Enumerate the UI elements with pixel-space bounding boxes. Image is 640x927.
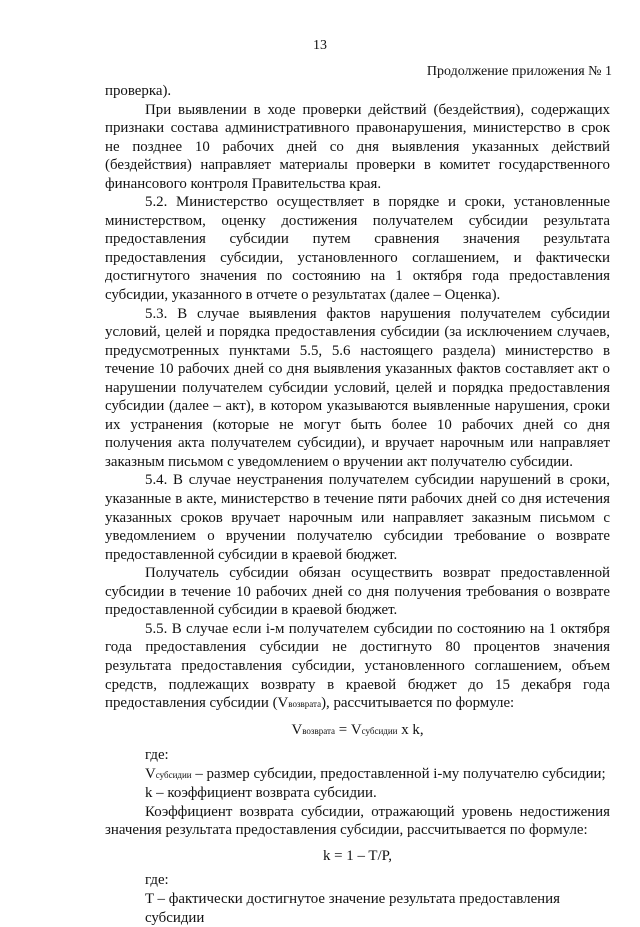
definition-t: T – фактически достигнутое значение результата предоставления субсидии bbox=[145, 890, 560, 926]
definition-k: k – коэффициент возврата субсидии. bbox=[145, 785, 377, 802]
formula-v-return-subscript: возврата bbox=[302, 725, 336, 736]
definition-v-subscript: субсидии bbox=[155, 769, 192, 780]
paragraph-5-4: 5.4. В случае неустранения получателем субсидии нарушений в сроки, указанные в акте, министерство в течение пяти рабочих дней со дня истечения указанных сроков вручает нарочным или направляет заказным письмом с уведомлением о вручении получателю субсидии требование о возврате предоставленной субсидии в краевой бюджет. bbox=[105, 472, 610, 563]
formula-return-volume bbox=[105, 721, 610, 741]
formula-times-k: x k, bbox=[397, 721, 424, 738]
formula-equals-v: = V bbox=[335, 721, 362, 738]
paragraph-return-obligation: Получатель субсидии обязан осуществить возврат предоставленной субсидии в течение 10 рабочих дней со дня получения требования о возврате предоставленной субсидии в краевой бюджет. bbox=[105, 565, 610, 619]
definition-v-symbol: V bbox=[145, 765, 156, 782]
paragraph-violation-detection: При выявлении в ходе проверки действий (бездействия), содержащих признаки состава административного правонарушения, министерство в срок не позднее 10 рабочих дней со дня выявления указанных действий (бездействия) направляет материалы проверки в комитет государственного финансового контроля Правительства края. bbox=[105, 101, 610, 192]
formula-v-subsidy-subscript: субсидии bbox=[361, 725, 398, 736]
paragraph-5-5-subscript: возврата bbox=[288, 699, 322, 710]
paragraph-5-5 bbox=[105, 620, 610, 714]
page-number: 13 bbox=[313, 38, 327, 53]
where-label-2: где: bbox=[145, 872, 169, 889]
formula-v-symbol: V bbox=[291, 721, 303, 738]
paragraph-5-5-text: 5.5. В случае если i-м получателем субсидии по состоянию на 1 октября года предоставления субсидии не достигнуто 80 процентов значения результата предоставления субсидии, установленного соглашением, объем средств, подлежащих возврату в краевой бюджет до 15 декабря года предоставления субсидии (V bbox=[105, 620, 610, 712]
paragraph-continuation: проверка). bbox=[105, 83, 172, 99]
definition-v-subsidy bbox=[105, 765, 610, 785]
definition-v-text: – размер субсидии, предоставленной i-му получателю субсидии; bbox=[191, 765, 606, 782]
formula-coefficient: k = 1 – T/P, bbox=[323, 847, 392, 864]
paragraph-5-2: 5.2. Министерство осуществляет в порядке и сроки, установленные министерством, оценку достижения получателем субсидии результата предоставления субсидии путем сравнения значения результата предоставления субсидии, установленного соглашением, и фактически достигнутого значения по состоянию на 1 октября года предоставления субсидии, указанного в отчете о результатах (далее – Оценка). bbox=[105, 194, 610, 304]
where-label-1: где: bbox=[145, 747, 169, 764]
appendix-header-note: Продолжение приложения № 1 bbox=[426, 64, 612, 79]
paragraph-coefficient: Коэффициент возврата субсидии, отражающий уровень недостижения значения результата предоставления субсидии, рассчитывается по формуле: bbox=[105, 803, 610, 839]
paragraph-5-5-tail: ), рассчитывается по формуле: bbox=[321, 695, 515, 712]
paragraph-5-3: 5.3. В случае выявления фактов нарушения получателем субсидии условий, целей и порядка предоставления субсидии (за исключением случаев, предусмотренных пунктами 5.5, 5.6 настоящего раздела) министерство в течение 10 рабочих дней со дня выявления указанных фактов составляет акт о нарушении получателем субсидии условий, целей и порядка предоставления субсидии (далее – акт), в котором указываются выявленные нарушения, сроки их устранения (которые не могут быть более 10 рабочих дней со дня получения акта получателем субсидии), и вручает нарочным или направляет заказным письмом с уведомлением о вручении акт получателю субсидии. bbox=[105, 305, 610, 470]
document-body bbox=[105, 82, 610, 927]
